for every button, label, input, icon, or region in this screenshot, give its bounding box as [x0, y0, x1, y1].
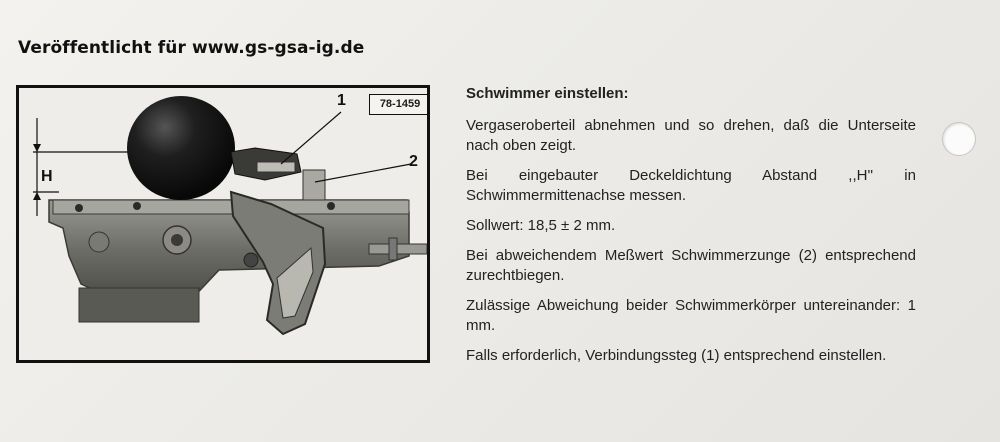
publisher-header: Veröffentlicht für www.gs-gsa-ig.de: [18, 38, 365, 58]
callout-1-label: 1: [337, 92, 346, 109]
float-ball: [127, 96, 235, 200]
h-dimension-label: H: [41, 168, 53, 185]
paragraph-tolerance: Zulässige Abweichung beider Schwimmerkörper untereinander: 1 mm.: [466, 297, 916, 334]
carburetor-illustration: [19, 88, 430, 363]
callout-2-label: 2: [409, 153, 418, 170]
punch-hole: [942, 122, 976, 156]
paragraph-target-value: Sollwert: 18,5 ± 2 mm.: [466, 217, 616, 234]
paragraph-adjust-bridge: Falls erforderlich, Verbindungssteg (1) entsprechend einstellen.: [466, 347, 887, 364]
carburetor-figure: [16, 85, 430, 363]
paragraph-remove-top: Vergaseroberteil abnehmen und so drehen, daß die Unterseite nach oben zeigt.: [466, 117, 916, 154]
section-title: Schwimmer einstellen:: [466, 85, 629, 102]
paragraph-bend-tongue: Bei abweichendem Meßwert Schwimmerzunge (2) entsprechend zurechtbiegen.: [466, 247, 916, 284]
paragraph-measure-h: Bei eingebauter Deckeldichtung Abstand ,,H'' in Schwimmermittenachse messen.: [466, 167, 916, 204]
instruction-text: [466, 84, 916, 376]
figure-id-label: 78-1459: [369, 94, 430, 115]
